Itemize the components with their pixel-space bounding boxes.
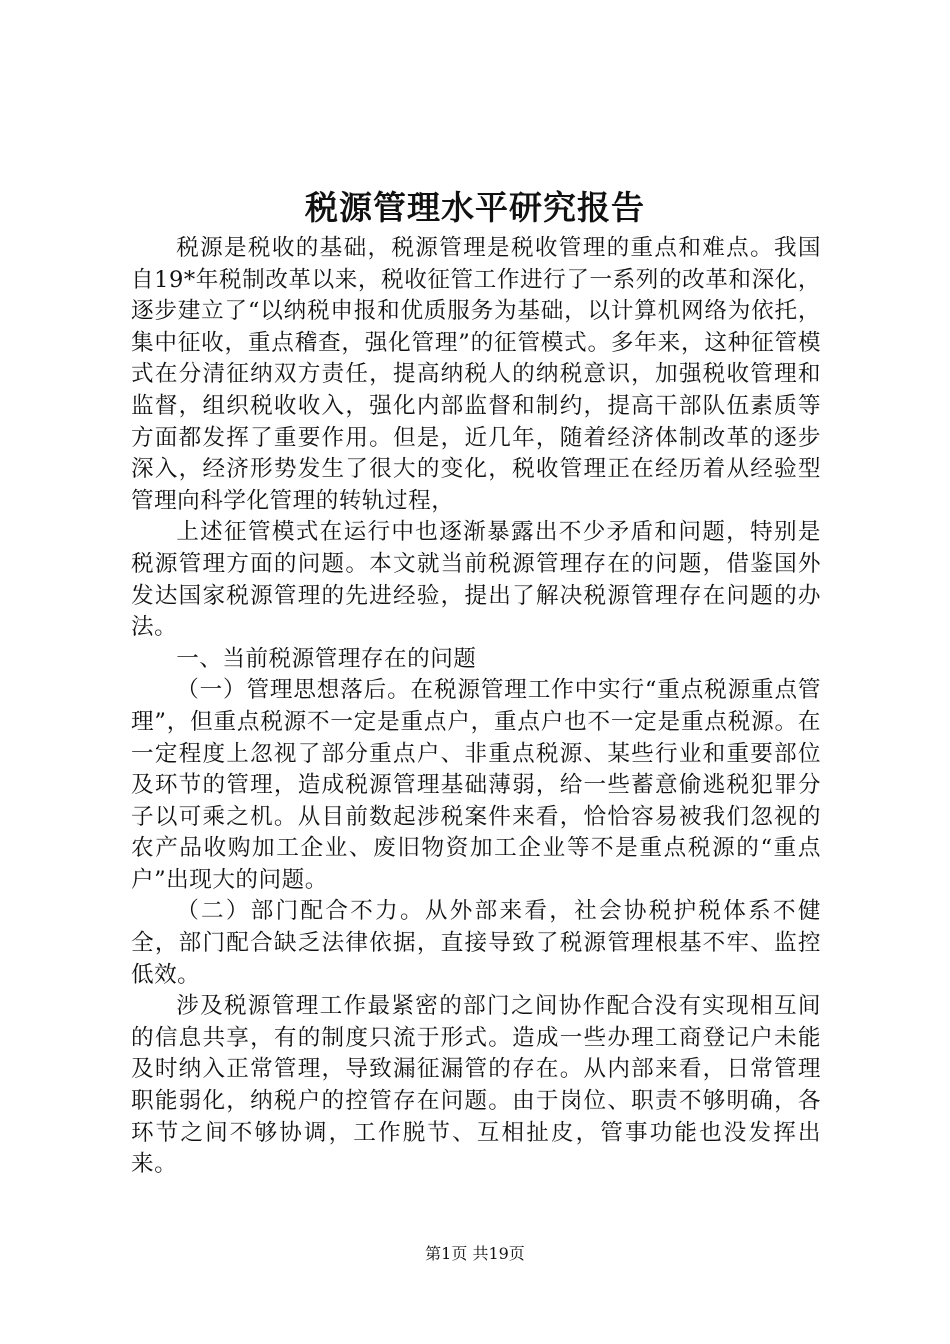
paragraph-management-thinking: （一）管理思想落后。在税源管理工作中实行“重点税源重点管理”，但重点税源不一定是重点户，重点户也不一定是重点税源。在一定程度上忽视了部分重点户、非重点税源、某些行业和重要部位及环节的管理，造成税源管理基础薄弱，给一些蓄意偷逃税犯罪分子以可乘之机。从目前数起涉税案件来看，恰恰容易被我们忽视的农产品收购加工企业、废旧物资加工企业等不是重点税源的“重点户”出现大的问题。 [131, 677, 821, 893]
paragraph-intro: 税源是税收的基础，税源管理是税收管理的重点和难点。我国自19*年税制改革以来，税收征管工作进行了一系列的改革和深化，逐步建立了“以纳税申报和优质服务为基础，以计算机网络为依托，集中征收，重点稽查，强化管理”的征管模式。多年来，这种征管模式在分清征纳双方责任，提高纳税人的纳税意识，加强税收管理和监督，组织税收收入，强化内部监督和制约，提高干部队伍素质等方面都发挥了重要作用。但是，近几年，随着经济体制改革的逐步深入，经济形势发生了很大的变化，税收管理正在经历着从经验型管理向科学化管理的转轨过程， [131, 235, 821, 514]
paragraph-information-sharing: 涉及税源管理工作最紧密的部门之间协作配合没有实现相互间的信息共享，有的制度只流于形式。造成一些办理工商登记户未能及时纳入正常管理，导致漏征漏管的存在。从内部来看，日常管理职能弱化，纳税户的控管存在问题。由于岗位、职责不够明确，各环节之间不够协调，工作脱节、互相扯皮，管事功能也没发挥出来。 [131, 993, 821, 1178]
paragraph-purpose: 上述征管模式在运行中也逐渐暴露出不少矛盾和问题，特别是税源管理方面的问题。本文就当前税源管理存在的问题，借鉴国外发达国家税源管理的先进经验，提出了解决税源管理存在问题的办法。 [131, 519, 821, 641]
section-heading-problems: 一、当前税源管理存在的问题 [176, 645, 477, 672]
document-title: 税源管理水平研究报告 [305, 188, 645, 227]
paragraph-department-coordination: （二）部门配合不力。从外部来看，社会协税护税体系不健全，部门配合缺乏法律依据，直接导致了税源管理根基不牢、监控低效。 [131, 898, 821, 988]
page-number-footer: 第1页 共19页 [425, 1244, 525, 1263]
document-body [131, 233, 821, 1181]
